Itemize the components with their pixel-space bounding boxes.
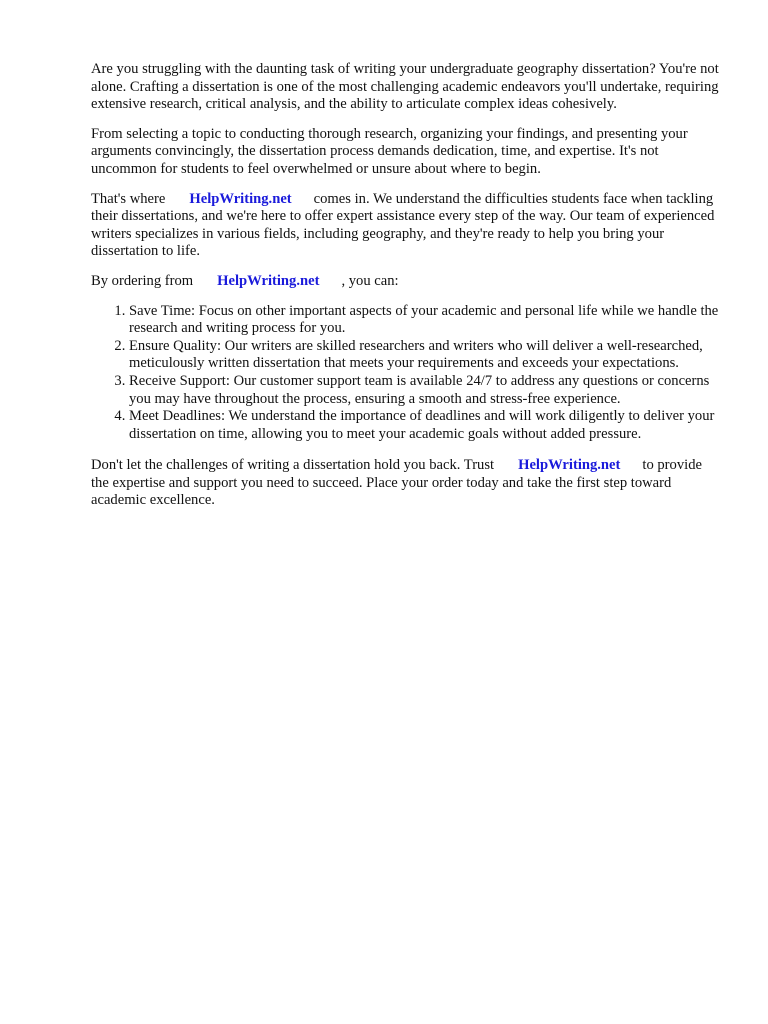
list-item: 4. Meet Deadlines: We understand the importance of deadlines and will work diligently to deliver your dissertation on time, allowing you to meet your academic goals without added pressure. [129, 408, 721, 443]
ordering-paragraph [91, 273, 721, 291]
service-text-after: comes in. We understand the difficulties students face when tackling their dissertations, and we're here to offer expert assistance every step of the way. Our team of experienced writers specializes in various fields, including geography, and they're ready to help you bring your dissertation to life. [91, 190, 715, 260]
benefits-list [91, 303, 721, 444]
helpwriting-link-2[interactable]: HelpWriting.net [217, 272, 320, 289]
closing-text-before: Don't let the challenges of writing a dissertation hold you back. Trust [91, 457, 495, 474]
helpwriting-link-1[interactable]: HelpWriting.net [189, 190, 292, 207]
ordering-text-before: By ordering from [91, 272, 194, 289]
list-item: 2. Ensure Quality: Our writers are skilled researchers and writers who will deliver a well-researched, meticulously written dissertation that meets your requirements and exceeds your expectations. [129, 338, 721, 373]
closing-paragraph [91, 457, 721, 510]
helpwriting-link-3[interactable]: HelpWriting.net [518, 457, 621, 474]
service-text-before: That's where [91, 190, 166, 207]
closing-text-after: to provide the expertise and support you need to succeed. Place your order today and take the first step toward academic excellence. [91, 457, 702, 509]
service-paragraph [91, 191, 721, 261]
list-item: 1. Save Time: Focus on other important aspects of your academic and personal life while we handle the research and writing process for you. [129, 303, 721, 338]
ordering-text-after: , you can: [341, 272, 399, 289]
process-paragraph [91, 126, 721, 179]
intro-paragraph [91, 61, 721, 114]
intro-text: Are you struggling with the daunting task of writing your undergraduate geography dissertation? You're not alone. Crafting a dissertation is one of the most challenging academic endeavors you'll undertake, requiring extensive research, critical analysis, and the ability to articulate complex ideas cohesively. [91, 61, 719, 113]
process-text: From selecting a topic to conducting thorough research, organizing your findings, and presenting your arguments convincingly, the dissertation process demands dedication, time, and expertise. It's not uncommon for students to feel overwhelmed or unsure about where to begin. [91, 125, 688, 177]
document-body [91, 61, 721, 522]
list-item: 3. Receive Support: Our customer support team is available 24/7 to address any questions or concerns you may have throughout the process, ensuring a smooth and stress-free experience. [129, 373, 721, 408]
